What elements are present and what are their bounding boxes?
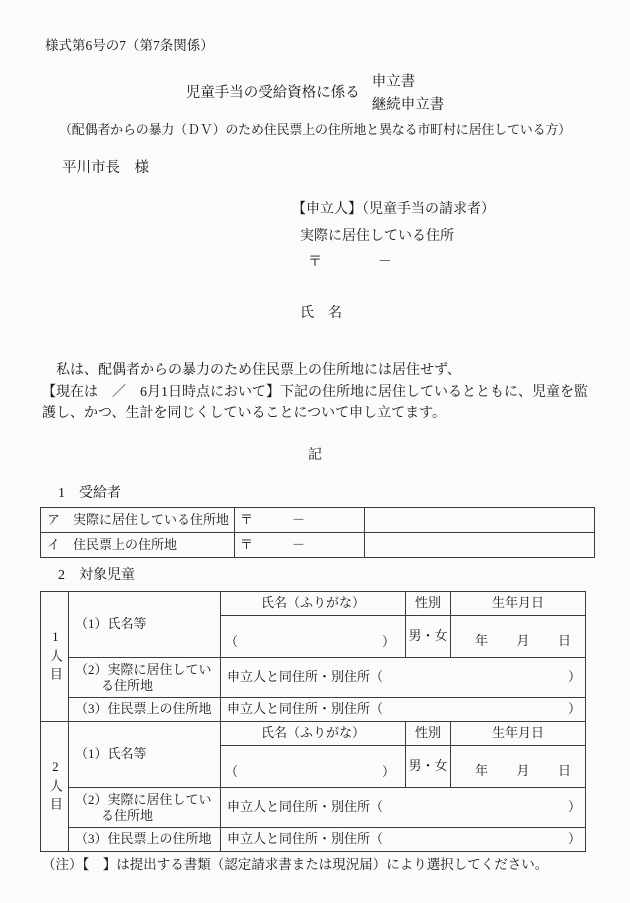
child-1-sex-select[interactable]: 男・女 <box>406 616 451 658</box>
applicant-heading: 【申立人】（児童手当の請求者） <box>292 202 495 217</box>
child-1-person-label: 1人目 <box>41 592 69 722</box>
child-2-residence-label: （2）実際に居住している住所地 <box>69 788 221 828</box>
recipient-registered-postal-field[interactable]: 〒 － <box>235 533 365 558</box>
child-2-registered-label: （3）住民票上の住所地 <box>69 828 221 852</box>
child-1-residence-field[interactable] <box>221 658 586 698</box>
child-1-residence-label: （2）実際に居住している住所地 <box>69 658 221 698</box>
day-label: 日 <box>557 763 571 779</box>
address-option-prefix: 申立人と同住所・別住所（ <box>227 669 384 685</box>
statement-paragraph <box>42 360 590 425</box>
table-row <box>41 592 586 616</box>
day-label: 日 <box>557 633 571 649</box>
record-mark: 記 <box>308 448 322 463</box>
recipient-table <box>40 507 595 558</box>
child-1-birth-header: 生年月日 <box>451 592 586 616</box>
footnote: （注）【 】は提出する書類（認定請求書または現況届）により選択してください。 <box>42 857 549 872</box>
paren-close: ） <box>381 634 395 650</box>
year-label: 年 <box>475 763 489 779</box>
paren-open: （ <box>225 764 239 780</box>
child-1-registered-field[interactable] <box>221 698 586 722</box>
child-2-name-header: 氏名（ふりがな） <box>221 722 406 746</box>
paren-close: ） <box>381 764 395 780</box>
paren-close: ） <box>567 669 581 685</box>
recipient-actual-address-label: ア 実際に居住している住所地 <box>41 508 235 533</box>
address-option-prefix: 申立人と同住所・別住所（ <box>227 799 384 815</box>
table-row <box>41 533 595 558</box>
doc-type-keizoku: 継続申立書 <box>371 97 445 113</box>
section2-heading: 2 対象児童 <box>58 568 135 583</box>
applicant-block <box>292 200 495 324</box>
applicant-address-label: 実際に居住している住所 <box>300 229 454 245</box>
title-lead: 児童手当の受給資格に係る <box>185 84 360 101</box>
doc-type-options <box>372 71 445 116</box>
child-1-name-field[interactable] <box>221 616 406 658</box>
month-label: 月 <box>516 633 530 649</box>
child-2-sex-header: 性別 <box>406 722 451 746</box>
section1-heading: 1 受給者 <box>58 486 121 501</box>
paren-close: ） <box>567 831 581 847</box>
recipient-registered-address-label: イ 住民票上の住所地 <box>41 533 235 558</box>
children-table <box>40 591 586 852</box>
child-2-birth-header: 生年月日 <box>451 722 586 746</box>
table-row <box>41 698 586 722</box>
applicant-postal-field[interactable]: 〒 － <box>308 254 392 270</box>
title-row <box>0 71 630 116</box>
paren-close: ） <box>567 799 581 815</box>
recipient-registered-address-field[interactable] <box>365 533 595 558</box>
child-2-sex-select[interactable]: 男・女 <box>406 746 451 788</box>
table-row <box>41 658 586 698</box>
table-row <box>41 722 586 746</box>
child-2-birthdate-field[interactable] <box>451 746 586 788</box>
table-row <box>41 508 595 533</box>
child-1-registered-label: （3）住民票上の住所地 <box>69 698 221 722</box>
doc-type-moushitate: 申立書 <box>371 74 416 90</box>
child-2-person-label: 2人目 <box>41 722 69 852</box>
child-1-sex-header: 性別 <box>406 592 451 616</box>
month-label: 月 <box>516 763 530 779</box>
statement-line-1: 私は、配偶者からの暴力のため住民票上の住所地には居住せず、 <box>42 363 461 378</box>
address-option-prefix: 申立人と同住所・別住所（ <box>227 701 384 717</box>
table-row <box>41 828 586 852</box>
child-2-residence-field[interactable] <box>221 788 586 828</box>
title-subtitle: （配偶者からの暴力（ＤＶ）のため住民票上の住所地と異なる市町村に居住している方） <box>58 122 571 137</box>
form-number: 様式第6号の7（第7条関係） <box>45 38 214 53</box>
applicant-name-field[interactable]: 氏 名 <box>300 305 342 321</box>
recipient-actual-address-field[interactable] <box>365 508 595 533</box>
title-block <box>0 71 630 140</box>
table-row <box>41 788 586 828</box>
paren-open: （ <box>225 634 239 650</box>
child-1-name-section-label: （1）氏名等 <box>69 592 221 658</box>
child-2-registered-field[interactable] <box>221 828 586 852</box>
year-label: 年 <box>475 633 489 649</box>
recipient-actual-postal-field[interactable]: 〒 － <box>235 508 365 533</box>
child-1-birthdate-field[interactable] <box>451 616 586 658</box>
address-option-prefix: 申立人と同住所・別住所（ <box>227 831 384 847</box>
child-1-name-header: 氏名（ふりがな） <box>221 592 406 616</box>
child-2-name-section-label: （1）氏名等 <box>69 722 221 788</box>
statement-line-3: 護し、かつ、生計を同じくしていることについて申し立てます。 <box>42 406 447 421</box>
addressee: 平川市長 様 <box>62 160 149 176</box>
statement-line-2: 【現在は ／ 6月1日時点において】下記の住所地に居住しているとともに、児童を監 <box>42 384 588 400</box>
paren-close: ） <box>567 701 581 717</box>
child-2-name-field[interactable] <box>221 746 406 788</box>
